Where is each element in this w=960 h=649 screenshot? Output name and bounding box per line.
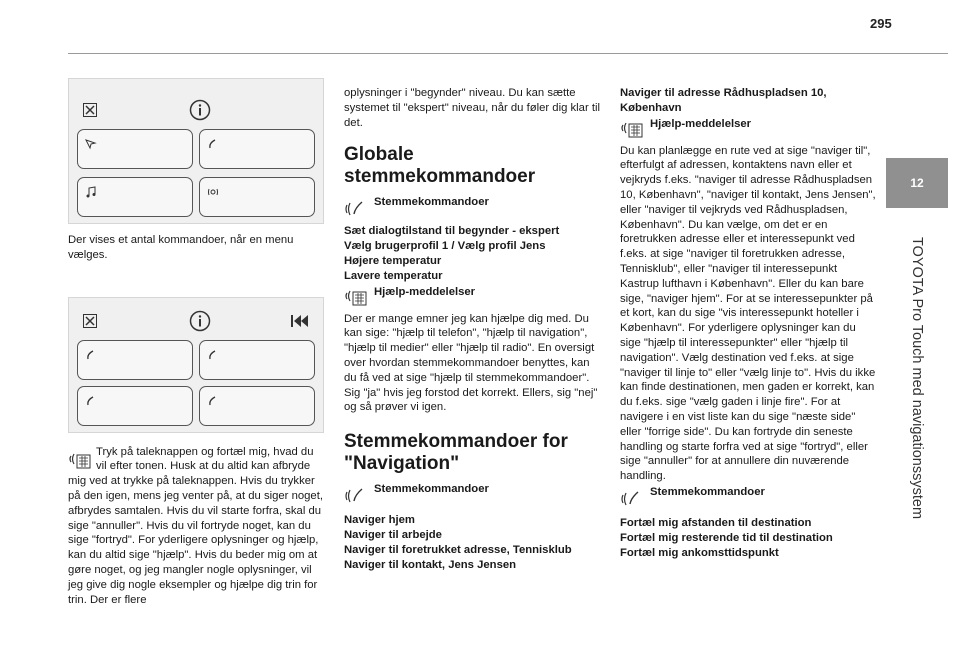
- close-icon: [83, 314, 97, 328]
- chapter-tab: 12: [886, 158, 948, 208]
- close-icon: [83, 103, 97, 117]
- menu-screen-illustration-1: [68, 78, 324, 224]
- command-item: Sæt dialogtilstand til begynder - ekspert: [344, 225, 560, 238]
- option-tile: [199, 340, 315, 380]
- voice-command-icon: [620, 484, 644, 508]
- help-label: Hjælp-meddelelser: [650, 117, 752, 130]
- tip-text: Tryk på taleknappen og fortæl mig, hvad du vil efter tonen. Husk at du altid kan afbryde mig ved at trykke på taleknappen. Hvis du trykker på den igen, mens jeg venter på, at du siger noget, afbrydes samtalen. Hvis du vil starte forfra, skal du sige "annuller". Hvis du vil fortryde noget, kan du sige "fortryd". For yderligere oplysninger og hjælp, kan du altid sige "hjælp". Hvis du beder mig om at gøre noget, og jeg mangler nogle oplysninger, vil jeg give dig nogle eksempler og hjælpe dig trin for trin. Der er flere: [68, 445, 323, 606]
- phone-icon: [207, 395, 219, 407]
- info-icon: [189, 99, 211, 121]
- command-item: Naviger hjem: [344, 514, 415, 527]
- help-text-2: Sig "ja" hvis jeg forstod det korrekt. Ellers, sig "nej" og så prøver vi igen.: [344, 386, 598, 414]
- command-item: Fortæl mig ankomsttidspunkt: [620, 546, 779, 559]
- commands-label: Stemmekommandoer: [374, 483, 489, 496]
- option-tile: [77, 386, 193, 426]
- command-item: Lavere temperatur: [344, 269, 443, 282]
- commands-label-row-2: [344, 481, 604, 505]
- chapter-title: TOYOTA Pro Touch med navigationssystem: [909, 236, 925, 520]
- command-item: Fortæl mig afstanden til destination: [620, 516, 812, 529]
- command-item: Højere temperatur: [344, 254, 442, 267]
- intro-text: oplysninger i "begynder" niveau. Du kan sætte systemet til "ekspert" niveau, når du føler dig klar til det.: [344, 87, 601, 129]
- column-2: [344, 86, 604, 572]
- column-3: [620, 86, 876, 560]
- commands-label: Stemmekommandoer: [374, 196, 489, 209]
- help-label: Hjælp-meddelelser: [374, 285, 476, 298]
- page-number: 295: [870, 16, 892, 31]
- global-command-list: [344, 224, 604, 283]
- phone-icon: [207, 349, 219, 361]
- destination-command-list: [620, 516, 876, 560]
- phone-icon: [85, 349, 97, 361]
- info-icon: [189, 310, 211, 332]
- help-label-row: [344, 284, 604, 308]
- radio-tile: [199, 177, 315, 217]
- commands-label: Stemmekommandoer: [650, 485, 765, 498]
- rewind-icon: [291, 314, 309, 328]
- voice-help-icon: [68, 447, 92, 471]
- navigation-command-list: [344, 513, 604, 572]
- voice-help-icon: [620, 116, 644, 140]
- option-tile: [199, 386, 315, 426]
- voice-help-icon: [344, 284, 368, 308]
- music-note-icon: [85, 186, 97, 198]
- commands-label-row: [620, 484, 876, 508]
- menu-screen-illustration-2: [68, 297, 324, 433]
- phone-icon: [207, 138, 219, 150]
- voice-command-icon: [344, 481, 368, 505]
- radio-icon: [207, 186, 219, 198]
- heading-navigation-commands: Stemmekommandoer for "Navigation": [344, 431, 568, 475]
- command-item: Naviger til foretrukket adresse, Tennisklub: [344, 543, 572, 556]
- voice-command-icon: [344, 194, 368, 218]
- command-item: Naviger til kontakt, Jens Jensen: [344, 558, 517, 571]
- command-item: Vælg brugerprofil 1 / Vælg profil Jens: [344, 240, 546, 253]
- phone-tile: [199, 129, 315, 169]
- navigation-tile: [77, 129, 193, 169]
- navigation-icon: [85, 138, 97, 150]
- tip-block: [68, 445, 326, 608]
- option-tile: [77, 340, 193, 380]
- address-command: Naviger til adresse Rådhuspladsen 10, København: [620, 87, 827, 114]
- media-tile: [77, 177, 193, 217]
- phone-icon: [85, 395, 97, 407]
- commands-label-row: [344, 194, 604, 218]
- screen-caption: Der vises et antal kommandoer, når en menu vælges.: [68, 234, 294, 261]
- help-label-row: [620, 116, 876, 140]
- column-1: [68, 78, 326, 607]
- help-text: Der er mange emner jeg kan hjælpe dig med. Du kan sige: "hjælp til telefon", "hjælp til navigation", "hjælp til medier" eller "hjælp til radio". En oversigt over hvordan stemmekommandoer benyttes, kan du få ved at sige "hjælp til stemmekommandoer".: [344, 312, 595, 384]
- heading-global-commands: Globale stemmekommandoer: [344, 144, 536, 188]
- help-text: Du kan planlægge en rute ved at sige "naviger til", efterfulgt af adressen, kontaktens navn eller et vejkryds f.eks. "naviger til adresse Rådhuspladsen 10, København", "naviger til kontakt, Jens Jensen", eller "naviger til vejkryds ved Rådhuspladsen, København". Du kan vælge, om det er en foretrukken adresse eller et interessepunkt ved f.eks. at sige "naviger til foretrukken adresse, Tennisklub", eller "naviger til interessepunkt Kastrup lufthavn i København". Eller du kan bare sige, "naviger hjem". For at se interessepunkter på et kort, kan du sige "vis interessepunkt hoteller i København". For yderligere oplysninger kan du sige "hjælp til interessepunkter" eller "hjælp til navigation". Vælg destination ved f.eks. at sige "naviger til linje to" eller "vælg linje to". Hvis du ikke kan finde destinationen, men gaden er korrekt, kan du f.eks. sige "vælg gaden i linje fire". For at navigere i en vist liste kan du sige "næste side" eller "forrige side". Du kan fortryde din seneste handling og starte forfra ved at sige "fortryd", eller sige "annuller" for at annullere din nuværende handling.: [620, 144, 876, 483]
- command-item: Fortæl mig resterende tid til destination: [620, 531, 833, 544]
- header-rule: [68, 53, 948, 54]
- command-item: Naviger til arbejde: [344, 528, 442, 541]
